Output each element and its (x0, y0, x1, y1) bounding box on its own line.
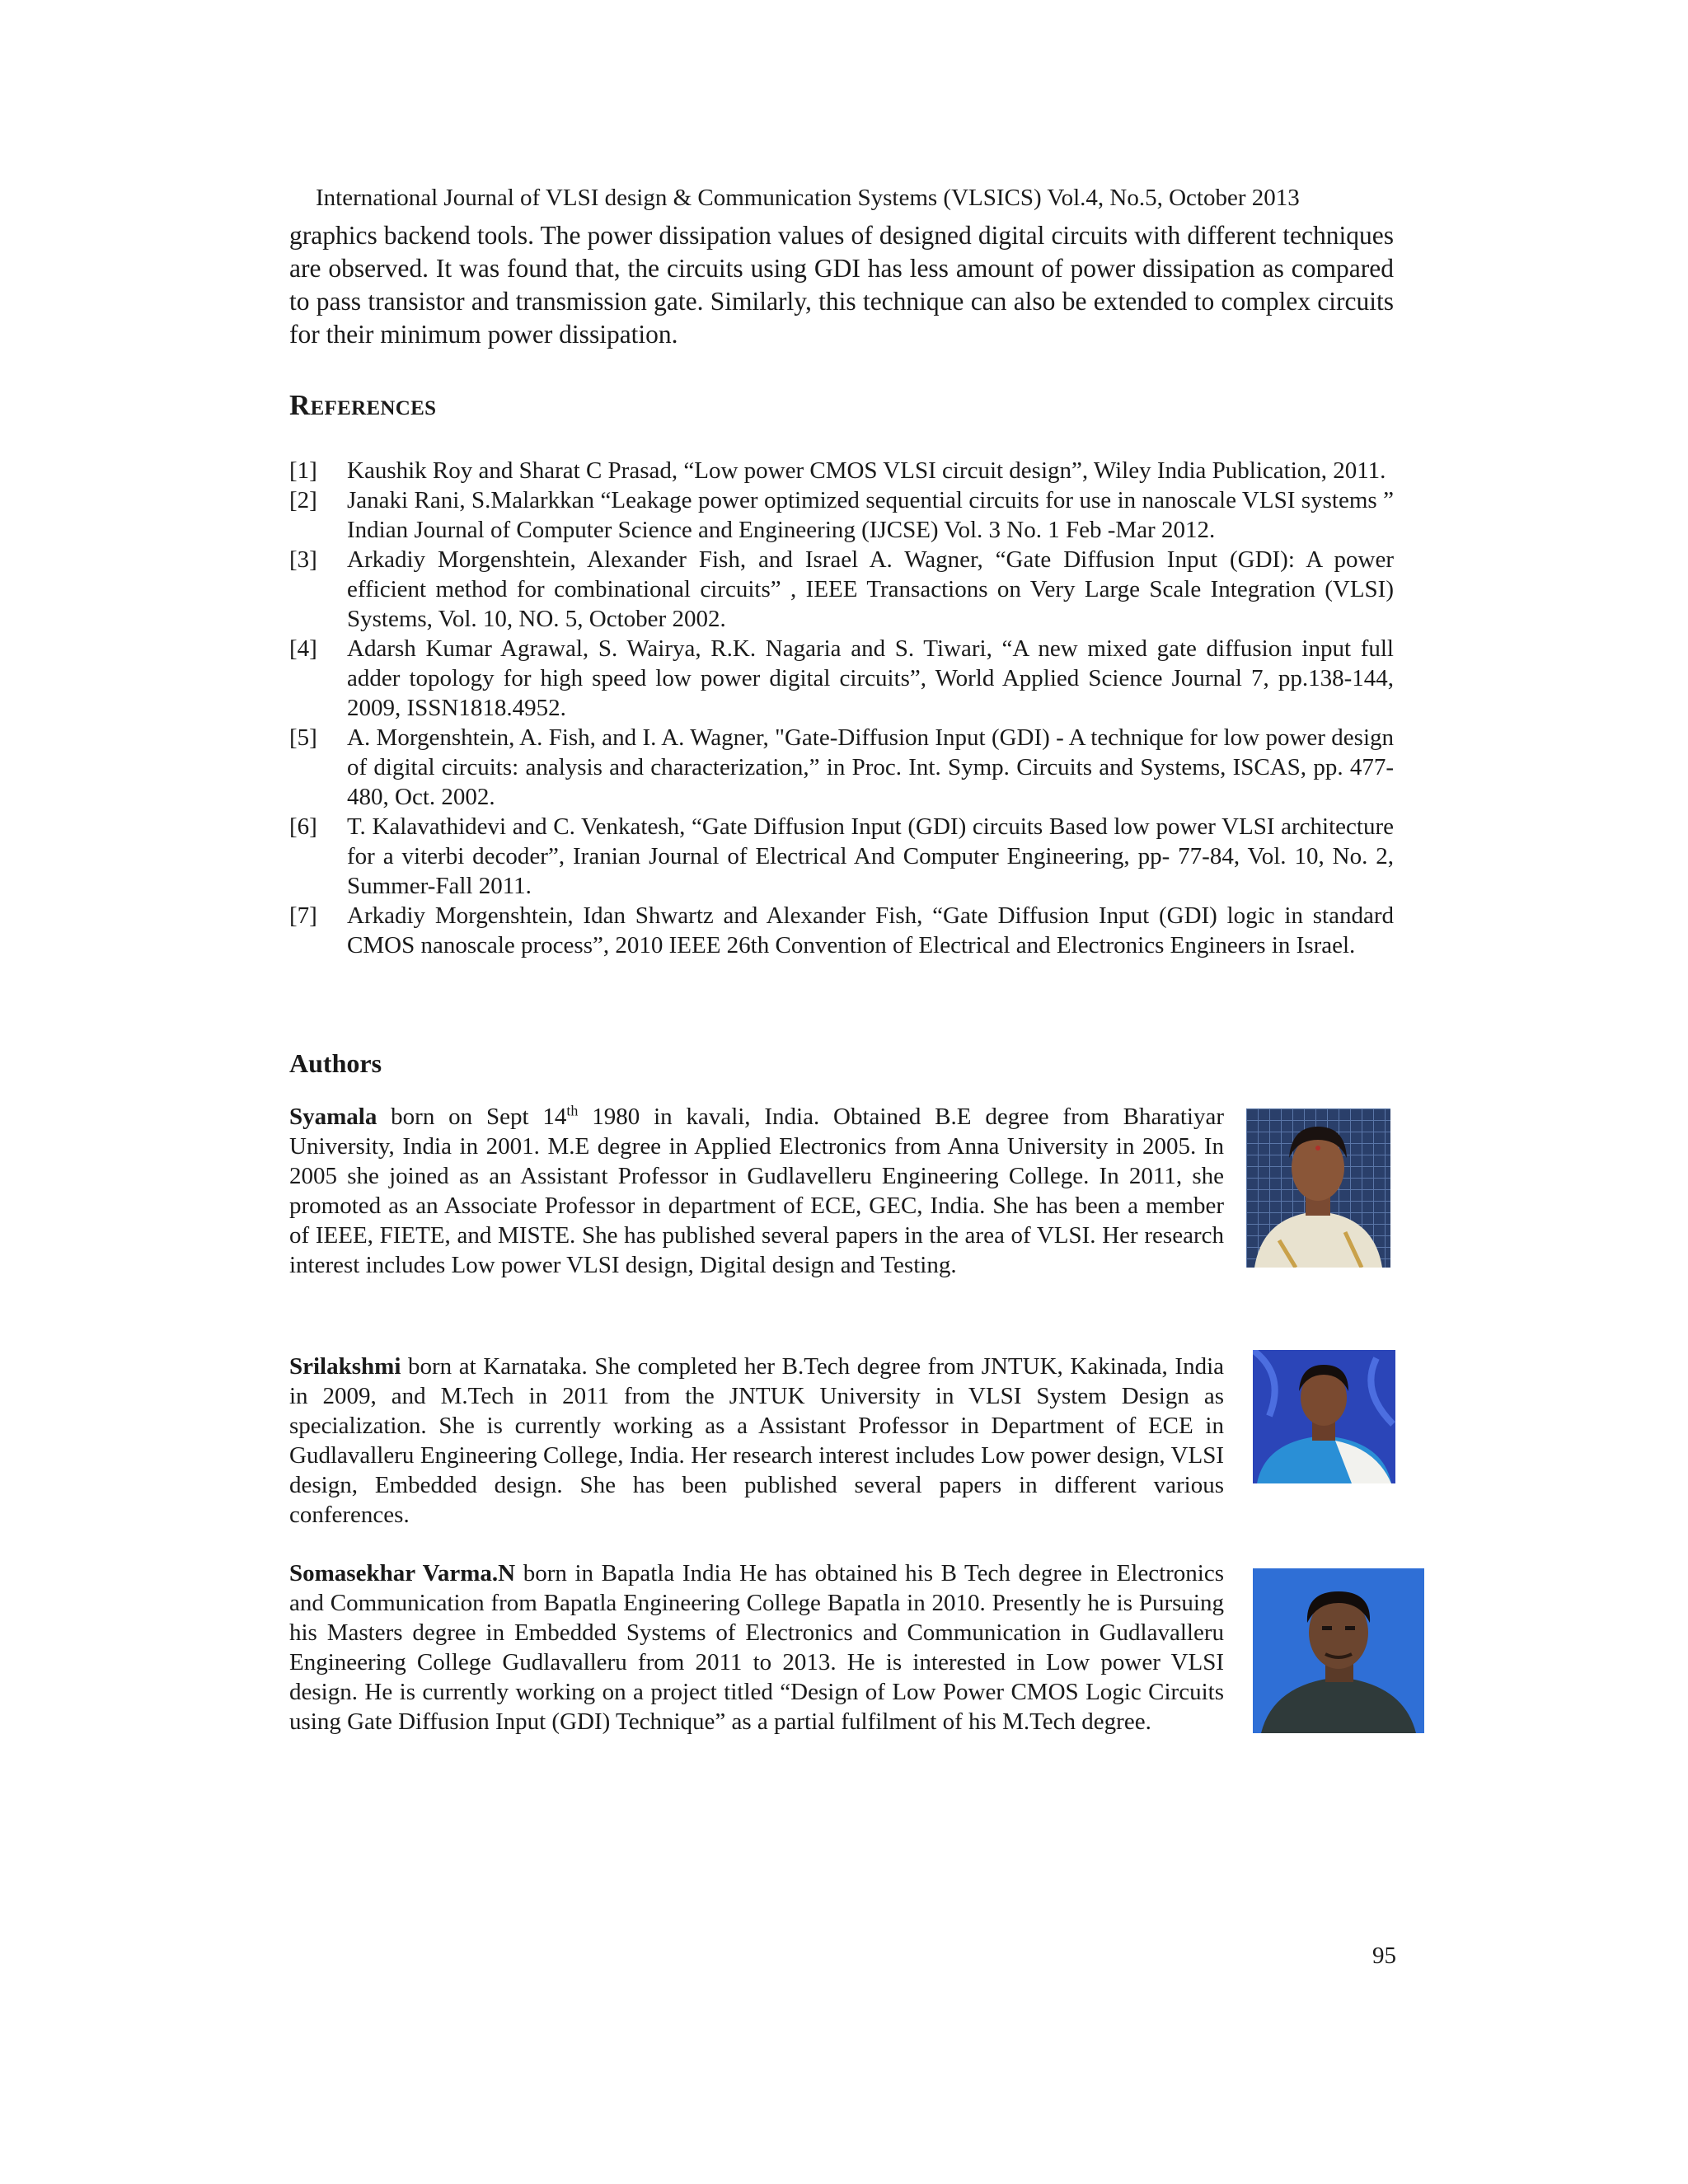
reference-text: Janaki Rani, S.Malarkkan “Leakage power optimized sequential circuits for use in nanoscale VLSI systems ” Indian Journal of Computer Science and Engineering (IJCSE) Vol. 3 No. 1 Feb -Mar 2012. (347, 487, 1394, 543)
author-photo-syamala (1246, 1108, 1390, 1268)
reference-number: [5] (289, 724, 317, 751)
author-name: Srilakshmi (289, 1353, 401, 1380)
reference-list (289, 456, 1394, 960)
author-name: Syamala (289, 1104, 377, 1130)
reference-item (289, 545, 1394, 634)
reference-item (289, 456, 1394, 485)
reference-item (289, 812, 1394, 901)
reference-text: Kaushik Roy and Sharat C Prasad, “Low power CMOS VLSI circuit design”, Wiley India Publication, 2011. (347, 457, 1386, 484)
reference-number: [2] (289, 487, 317, 513)
reference-item (289, 901, 1394, 960)
reference-number: [1] (289, 457, 317, 484)
reference-item (289, 485, 1394, 545)
author-bio-syamala (289, 1102, 1224, 1280)
author-name: Somasekhar Varma.N (289, 1560, 516, 1586)
author-bio-text: born at Karnataka. She completed her B.Tech degree from JNTUK, Kakinada, India in 2009, and M.Tech in 2011 from the JNTUK University in VLSI System Design as specialization. She is currently working as a Assistant Professor in Department of ECE in Gudlavalleru Engineering College, India. Her research interest includes Low power design, VLSI design, Embedded design. She has been published several papers in different various conferences. (289, 1353, 1224, 1528)
conclusion-paragraph: graphics backend tools. The power dissipation values of designed digital circuits with different techniques are observed. It was found that, the circuits using GDI has less amount of power dissipation as compared to pass transistor and transmission gate. Similarly, this technique can also be extended to complex circuits for their minimum power dissipation. (289, 221, 1394, 349)
author-photo-srilakshmi (1253, 1350, 1395, 1483)
author-bio-text: born in Bapatla India He has obtained his B Tech degree in Electronics and Communication from Bapatla Engineering College Bapatla in 2010. Presently he is Pursuing his Masters degree in Embedded Systems of Electronics and Communication in Gudlavalleru Engineering College Gudlavalleru from 2011 to 2013. He is interested in Low power VLSI design. He is currently working on a project titled “Design of Low Power CMOS Logic Circuits using Gate Diffusion Input (GDI) Technique” as a partial fulfilment of his M.Tech degree. (289, 1560, 1224, 1735)
author-bio-prefix: born on Sept 14 (377, 1104, 567, 1130)
reference-text: T. Kalavathidevi and C. Venkatesh, “Gate Diffusion Input (GDI) circuits Based low power VLSI architecture for a viterbi decoder”, Iranian Journal of Electrical And Computer Engineering, pp- 77-84, Vol. 10, No. 2, Summer-Fall 2011. (347, 813, 1394, 899)
page-number: 95 (1372, 1943, 1396, 1969)
portrait-image (1246, 1108, 1390, 1268)
ordinal-suffix: th (566, 1102, 579, 1119)
author-bio-text: 1980 in kavali, India. Obtained B.E degree from Bharatiyar University, India in 2001. M.E degree in Applied Electronics from Anna University in 2005. In 2005 she joined as an Assistant Professor in Gudlavelleru Engineering College. In 2011, she promoted as an Associate Professor in department of ECE, GEC, India. She has been a member of IEEE, FIETE, and MISTE. She has published several papers in the area of VLSI. Her research interest includes Low power VLSI design, Digital design and Testing. (289, 1104, 1225, 1278)
reference-text: Arkadiy Morgenshtein, Alexander Fish, and Israel A. Wagner, “Gate Diffusion Input (GDI): A power efficient method for combinational circuits” , IEEE Transactions on Very Large Scale Integration (VLSI) Systems, Vol. 10, NO. 5, October 2002. (347, 546, 1394, 632)
author-bio-srilakshmi (289, 1352, 1224, 1530)
reference-text: Adarsh Kumar Agrawal, S. Wairya, R.K. Nagaria and S. Tiwari, “A new mixed gate diffusion input full adder topology for high speed low power digital circuits”, World Applied Science Journal 7, pp.138-144, 2009, ISSN1818.4952. (347, 635, 1394, 721)
reference-text: Arkadiy Morgenshtein, Idan Shwartz and Alexander Fish, “Gate Diffusion Input (GDI) logic in standard CMOS nanoscale process”, 2010 IEEE 26th Convention of Electrical and Electronics Engineers in Israel. (347, 902, 1394, 958)
reference-number: [4] (289, 635, 317, 662)
running-header: International Journal of VLSI design & Communication Systems (VLSICS) Vol.4, No.5, October 2013 (316, 185, 1300, 211)
portrait-image (1253, 1350, 1395, 1483)
references-heading: References (289, 389, 437, 421)
author-bio-somasekhar (289, 1558, 1224, 1736)
authors-heading: Authors (289, 1048, 382, 1078)
reference-number: [6] (289, 813, 317, 840)
author-photo-somasekhar (1253, 1568, 1424, 1733)
reference-text: A. Morgenshtein, A. Fish, and I. A. Wagner, "Gate-Diffusion Input (GDI) - A technique for low power design of digital circuits: analysis and characterization,” in Proc. Int. Symp. Circuits and Systems, ISCAS, pp. 477-480, Oct. 2002. (347, 724, 1394, 810)
reference-number: [3] (289, 546, 317, 573)
reference-item (289, 723, 1394, 812)
reference-item (289, 634, 1394, 723)
portrait-image (1253, 1568, 1424, 1733)
reference-number: [7] (289, 902, 317, 929)
